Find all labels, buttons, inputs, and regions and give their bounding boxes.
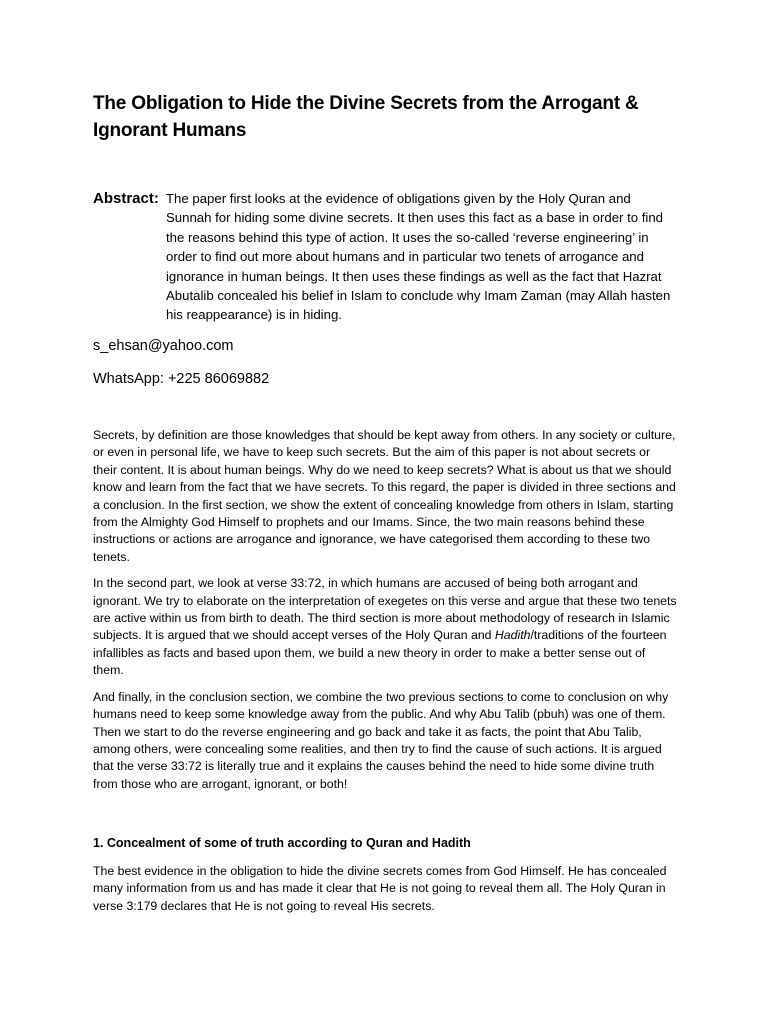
hadith-italic: Hadith <box>494 628 531 643</box>
paper-title: The Obligation to Hide the Divine Secrets from the Arrogant & Ignorant Humans <box>93 93 639 141</box>
abstract-text: The paper first looks at the evidence of obligations given by the Holy Quran and Sunnah for hiding some divine secrets. It then uses this fact as a base in order to find the reasons behind this type of action. It uses the so-called ‘reverse engineering’ in order to find out more about humans and in particular two tenets of arrogance and ignorance in human beings. It then uses these findings as well as the fact that Hazrat Abutalib concealed his belief in Islam to conclude why Imam Zaman (may Allah hasten his reappearance) is in hiding. <box>166 191 671 323</box>
intro-paragraph-2 <box>93 575 677 679</box>
intro-paragraph-3: And finally, in the conclusion section, we combine the two previous sections to come to conclusion on why humans need to keep some knowledge away from the public. And why Abu Talib (pbuh) was one of them. Then we start to do the reverse engineering and go back and take it as facts, the point that Abu Talib, among others, were concealing some realities, and then try to find the cause of such actions. It is argued that the verse 33:72 is literally true and it explains the causes behind the need to hide some divine truth from those who are arrogant, ignorant, or both! <box>93 689 669 791</box>
intro-paragraph-1: Secrets, by definition are those knowledges that should be kept away from others. In any society or culture, or even in personal life, we have to keep such secrets. But the aim of this paper is not about secrets or their content. It is about human beings. Why do we need to keep secrets? What is about us that we should know and learn from the fact that we have secrets. To this regard, the paper is divided in three sections and a conclusion. In the first section, we show the extent of concealing knowledge from others in Islam, starting from the Almighty God Himself to prophets and our Imams. Since, the two main reasons behind these instructions or actions are arrogance and ignorance, we have categorised them according to these two tenets. <box>93 428 676 564</box>
author-email: s_ehsan@yahoo.com <box>93 338 234 354</box>
introduction-body <box>93 427 677 802</box>
author-whatsapp: WhatsApp: +225 86069882 <box>93 371 270 387</box>
intro-paragraph-2-end: /traditions of the fourteen infallibles as facts and based upon them, we build a new theory in order to make a better sense out of them. <box>93 628 667 678</box>
section-1-paragraph: The best evidence in the obligation to hide the divine secrets comes from God Himself. He has concealed many information from us and has made it clear that He is not going to reveal them all. The Holy Quran in verse 3:179 declares that He is not going to reveal His secrets. <box>93 864 667 913</box>
abstract-label: Abstract: <box>93 190 159 207</box>
intro-paragraph-2-start: In the second part, we look at verse 33:72, in which humans are accused of being both arrogant and ignorant. We try to elaborate on the interpretation of exegetes on this verse and argue that these two tenets are active within us from birth to death. The third section is more about methodology of research in Islamic subjects. It is argued that we should accept verses of the Holy Quran and <box>93 576 677 643</box>
section-1-heading: 1. Concealment of some of truth according to Quran and Hadith <box>93 836 471 850</box>
